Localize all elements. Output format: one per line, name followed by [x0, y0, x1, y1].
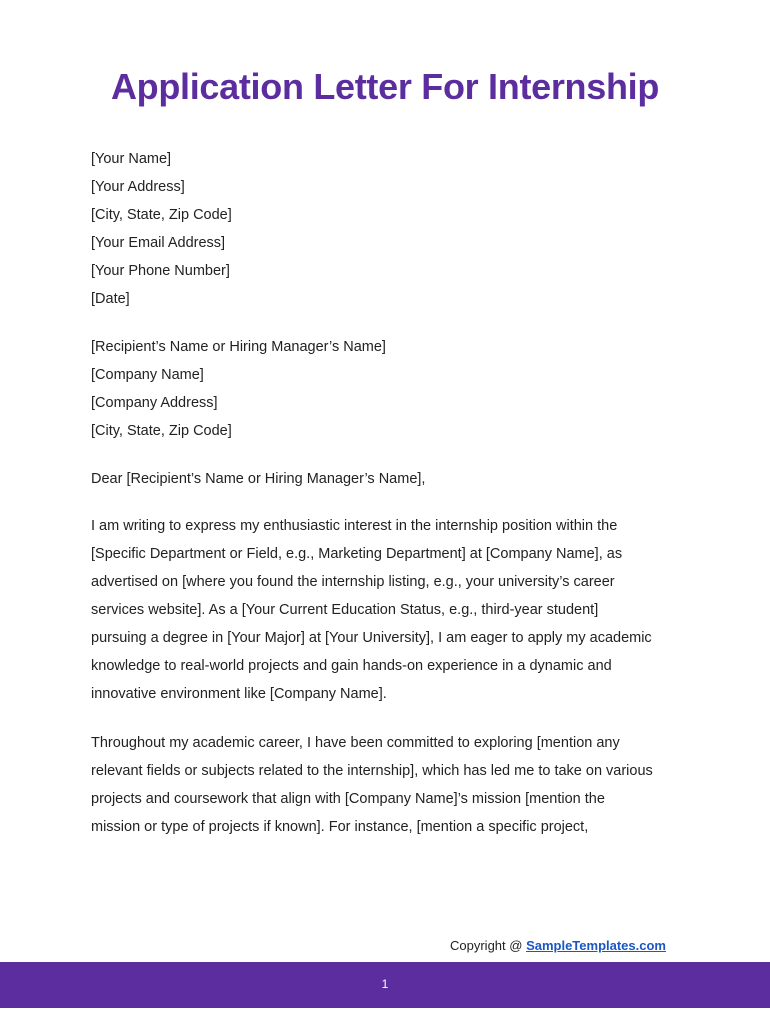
paragraph-line: advertised on [where you found the internship listing, e.g., your university’s career	[91, 574, 615, 590]
sender-address-block	[91, 145, 691, 313]
paragraph-line: services website]. As a [Your Current Education Status, e.g., third-year student]	[91, 602, 599, 618]
footer-bar	[0, 962, 770, 1008]
sender-address: [Your Address]	[91, 179, 185, 195]
paragraph-line: innovative environment like [Company Name].	[91, 686, 387, 702]
sender-city-state-zip: [City, State, Zip Code]	[91, 207, 232, 223]
recipient-city-state-zip: [City, State, Zip Code]	[91, 423, 232, 439]
paragraph-line: projects and coursework that align with [Company Name]’s mission [mention the	[91, 791, 605, 807]
recipient-address-block	[91, 333, 691, 445]
body-paragraph-2	[91, 729, 691, 841]
paragraph-line: knowledge to real-world projects and gain hands-on experience in a dynamic and	[91, 658, 612, 674]
copyright-prefix: Copyright @	[450, 938, 527, 953]
recipient-name: [Recipient’s Name or Hiring Manager’s Name]	[91, 339, 386, 355]
paragraph-line: [Specific Department or Field, e.g., Marketing Department] at [Company Name], as	[91, 546, 623, 562]
copyright-notice	[450, 936, 666, 956]
recipient-company: [Company Name]	[91, 367, 204, 383]
copyright-link[interactable]: SampleTemplates.com	[526, 938, 666, 953]
salutation-text: Dear [Recipient’s Name or Hiring Manager’s Name],	[91, 471, 426, 487]
sender-email: [Your Email Address]	[91, 235, 226, 251]
page-number: 1	[381, 977, 389, 991]
letter-date: [Date]	[91, 291, 130, 307]
body-paragraph-1	[91, 512, 691, 708]
sender-phone: [Your Phone Number]	[91, 263, 230, 279]
recipient-company-address: [Company Address]	[91, 395, 218, 411]
paragraph-line: pursuing a degree in [Your Major] at [Your University], I am eager to apply my academic	[91, 630, 652, 646]
paragraph-line: relevant fields or subjects related to the internship], which has led me to take on various	[91, 763, 653, 779]
paragraph-line: I am writing to express my enthusiastic interest in the internship position within the	[91, 518, 618, 534]
document-title: Application Letter For Internship	[110, 66, 660, 107]
sender-name: [Your Name]	[91, 151, 172, 167]
salutation	[91, 465, 691, 493]
paragraph-line: mission or type of projects if known]. For instance, [mention a specific project,	[91, 819, 589, 835]
paragraph-line: Throughout my academic career, I have been committed to exploring [mention any	[91, 735, 620, 751]
